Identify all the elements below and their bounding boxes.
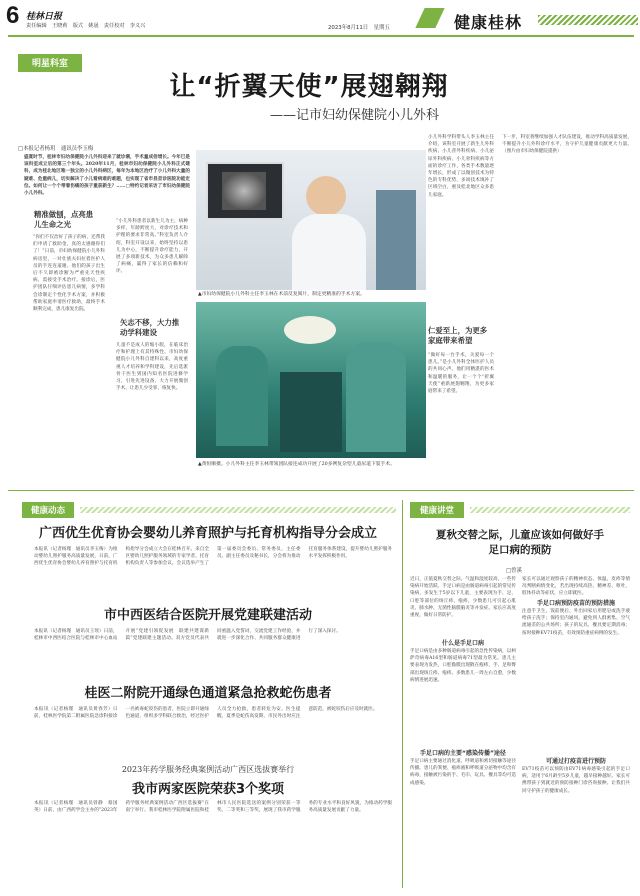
feature-subtitle: ——记市妇幼保健院小儿外科 <box>270 108 440 123</box>
feature-tag: 明星科室 <box>18 54 82 72</box>
story3-text: 本报讯（记者杨瑾 通讯员黄春芳）日前，桂林医学院第二附属医院急诊科接诊一名被毒蛇咬伤的患者，医院立即开通绿色通道，组织多学科联合救治，经过医护人员全力抢救，患者转危为安。医生提醒，夏季是蛇伤高发期，市民外出时应注意防范，被蛇咬伤后应及时就医。 <box>34 707 378 720</box>
section2-heading: 矢志不移，大力推动学科建设 <box>120 318 180 337</box>
lecture-sub3: 手足口病预防疫苗的预防措施 <box>536 600 615 607</box>
date-line: 2023年8月11日 星期五 <box>328 25 390 31</box>
lecture-tag: 健康讲堂 <box>410 502 464 518</box>
section3-heading: 仁爱至上，为更多家庭带来希望 <box>428 326 488 345</box>
feature-title: 让“折翼天使”展翅翱翔 <box>169 72 449 102</box>
photo1-caption: ▲市妇幼保健院小儿外科主任李玉林在术前反复阅片，制定更精准的手术方案。 <box>198 292 365 297</box>
story1-text: 本报讯（记者杨瑾 通讯员李玉梅）为推动婴幼儿照护服务高质量发展，日前，广西优生优育协会婴幼儿养育照护与托育机构指导分会成立大会在桂林召开。来自全区婴幼儿照护服务领域的专家学者、托育机构负责人等参加会议。会议选举产生了第一届委员会委员、常务委员、主任委员、副主任委员及秘书长，分会将为推动托育服务体系建设、提升婴幼儿照护服务水平发挥积极作用。 <box>34 547 392 567</box>
story3-title: 桂医二附院开通绿色通道紧急抢救蛇伤患者 <box>84 686 332 701</box>
column2-text: “小儿外科患者以新生儿为主，病种多样，年龄跨度大，对诊疗技术和护理的要求非常高。”科室负责人介绍，科室开设以来，始终坚持以患儿为中心，不断提升诊疗能力，开展了多项新技术，为众多患儿解除了病痛，赢得了家长的信赖和好评。 <box>116 219 188 275</box>
paper-name: 桂林日报 <box>26 12 63 22</box>
story4-kicker: 2023年药学服务经典案例活动广西区选拔赛举行 <box>121 765 295 774</box>
section1-heading: 精准做刨，点亮患儿生命之光 <box>34 210 94 229</box>
story4-title: 我市两家医院荣获3个奖项 <box>131 782 285 797</box>
feature-intro: 盛夏时节，桂林市妇幼保健院小儿外科迎来了就诊潮，手术量成倍增长。今年已是该科室成立后的第三个年头。2020年11月，桂林市妇幼保健院小儿外科正式建科，成为桂北地区唯一独立的小儿外科病区，每年为本地区治疗了小儿外科大量的疑难、危重病儿，切实解决了小儿看病难的难题，也实现了省市县首诊医院功能定位。如何让一个个带着伤痛的孩子重获新生？……□特约记者采访了市妇幼保健院小儿外科。 <box>24 155 190 197</box>
lecture-sub4-text: EV71疫苗可以预防由EV71病毒感染引起的手足口病，适用于6月龄至5岁儿童，越早接种越好。家长可携带孩子到就近的预防接种门诊咨询接种。让我们共同守护孩子的健康成长。 <box>522 767 630 794</box>
header-rule <box>8 35 634 37</box>
lecture-sub2: 手足口病的主要“感染传播”途径 <box>420 750 506 757</box>
lecture-byline: □曾溪 <box>506 568 522 574</box>
story2-text: 本报讯（记者杨瑾 通讯员王瑶）日前，桂林市中西医结合医院与桂林市中心血站开展“党建引领促发展 联建共建谋新篇”党建联建主题活动。双方党员代表共同重温入党誓词，交流党建工作经验，并就进一步深化合作、共同服务群众健康进行了深入探讨。 <box>34 629 341 642</box>
column5-text: 下一步，科室将继续加强人才队伍建设，推动学科高质量发展，不断提升小儿外科诊疗水平，为守护儿童健康贡献更大力量。（图片由市妇幼保健院提供） <box>502 135 632 155</box>
lecture-intro: 近日，正值夏秋交替之际，气温和湿度较高，一些传染病开始活跃。手足口病是由肠道病毒引起的常见传染病，多发生于5岁以下儿童，主要表现为手、足、口腔等部位的斑丘疹、疱疹，少数患儿可引起心肌炎、肺水肿、无菌性脑膜脑炎等并发症。家长应高度重视，做好日常防护。 <box>410 577 516 619</box>
surgery-team-photo <box>196 302 426 458</box>
story4-text: 本报讯（记者杨瑾 通讯员曾静 蔡国英）日前，由广西药学会主办的“2023年药学服务经典案例活动广西区选拔赛”在南宁举行。我市桂林医学院附属医院和桂林市人民医院选送的案例分别荣获一等奖、二等奖和三等奖，展现了我市药学服务的专业水平和良好风貌，为推动药学服务高质量发展贡献了力量。 <box>34 801 392 814</box>
section1-text: “你们不仅治好了孩子的病，还帮我们申请了救助金，真的太感谢你们了！”日前，市妇幼保健院小儿外科病房里，一对壮族夫妇拉着医护人员的手连连道谢。他们的孩子出生后不久即被诊断为严重先天性疾病，需接受手术治疗。接诊后，医护团队仔细评估患儿病情，多学科会诊制定个性化手术方案，并积极帮助家庭申请医疗救助，最终手术顺利完成，患儿康复出院。 <box>33 235 105 313</box>
section-banner <box>420 0 640 36</box>
feature-byline: □本报记者杨玥 通讯员李玉梅 <box>18 146 94 152</box>
story2-title: 市中西医结合医院开展党建联建活动 <box>103 608 312 623</box>
lecture-sub3-text: 注意手卫生，饭前便后、外出回家后用肥皂或洗手液给孩子洗手；保持室内通风，避免到人群密集、空气流通差的公共场所；孩子的玩具、餐具要定期消毒；按时接种EV71疫苗，有效预防重症病例的发生。 <box>522 609 630 636</box>
photo2-caption: ▲黄恒顺摄。小儿外科主任李玉林带领团队接连成功开展了20多例复杂型儿童尿道下裂手术。 <box>198 462 395 467</box>
lecture-sub1-text: 手足口病是由多种肠道病毒引起的急性传染病，以柯萨奇病毒A16型和肠道病毒71型最为常见。患儿主要表现为发热，口腔黏膜出现散在疱疹，手、足和臀部出现斑丘疹、疱疹。多数患儿一周左右自愈，少数病情进展迅速。 <box>410 649 516 683</box>
news-tag-stripes <box>80 507 396 513</box>
vertical-divider <box>402 500 403 888</box>
lecture-tag-stripes <box>470 507 630 513</box>
story1-title: 广西优生优育协会婴幼儿养育照护与托育机构指导分会成立 <box>38 526 377 541</box>
editors-line: 责任编辑 王晓莉 版式 姚晟 责任校对 李义兴 <box>26 23 146 29</box>
column4-text: 小儿外科学科带头人李玉林主任介绍，该科室开展了新生儿外科疾病、小儿普外科疾病、小儿泌尿外科疾病、小儿骨科疾病等方面的诊疗工作，各类手术数量逐年增长，形成了以微创技术为特色的专科优势，多项技术填补了区域空白，惠及桂北地区众多患儿家庭。 <box>428 135 494 198</box>
section-title: 健康桂林 <box>454 13 523 32</box>
lecture-sub4: 可通过打疫苗进行预防 <box>545 758 606 765</box>
doctor-reading-xray-photo <box>196 150 426 290</box>
section3-text: “做好每一台手术，关爱每一个患儿。”是小儿外科全体医护人员的共同心声。他们用精湛的医术和温暖的服务，让一个个“折翼天使”重新展翅翱翔，为更多家庭带来了希望。 <box>428 353 494 395</box>
lecture-sub1: 什么是手足口病 <box>441 640 484 647</box>
section2-text: 儿童不是成人的缩小版，在临床治疗和护理上有其特殊性。市妇幼保健院小儿外科自建科以来，高度重视人才培养和学科建设，先后选派骨干医生到国内知名医院进修学习，引进先进设备，大力开展微创手术，让患儿少受罪、恢复快。 <box>116 343 188 392</box>
section-divider <box>8 490 634 491</box>
news-tag: 健康动态 <box>22 502 74 518</box>
lecture-sub2-text: 手足口病主要通过消化道、呼吸道和密切接触等途径传播。患儿的粪便、疱疹液和呼吸道分泌物中均含有病毒，接触被污染的手、毛巾、玩具、餐具等均可造成感染。 <box>410 759 516 786</box>
lecture-col2-text: 家长可以通过观察孩子的精神状态、体温、皮疹等情况判断病情变化，若出现持续高热、精神差、呕吐、肢体抖动等症状，应立即就医。 <box>522 577 630 596</box>
lecture-title: 夏秋交替之际，儿童应该如何做好手足口病的预防 <box>436 529 604 556</box>
page-number: 6 <box>6 2 20 29</box>
